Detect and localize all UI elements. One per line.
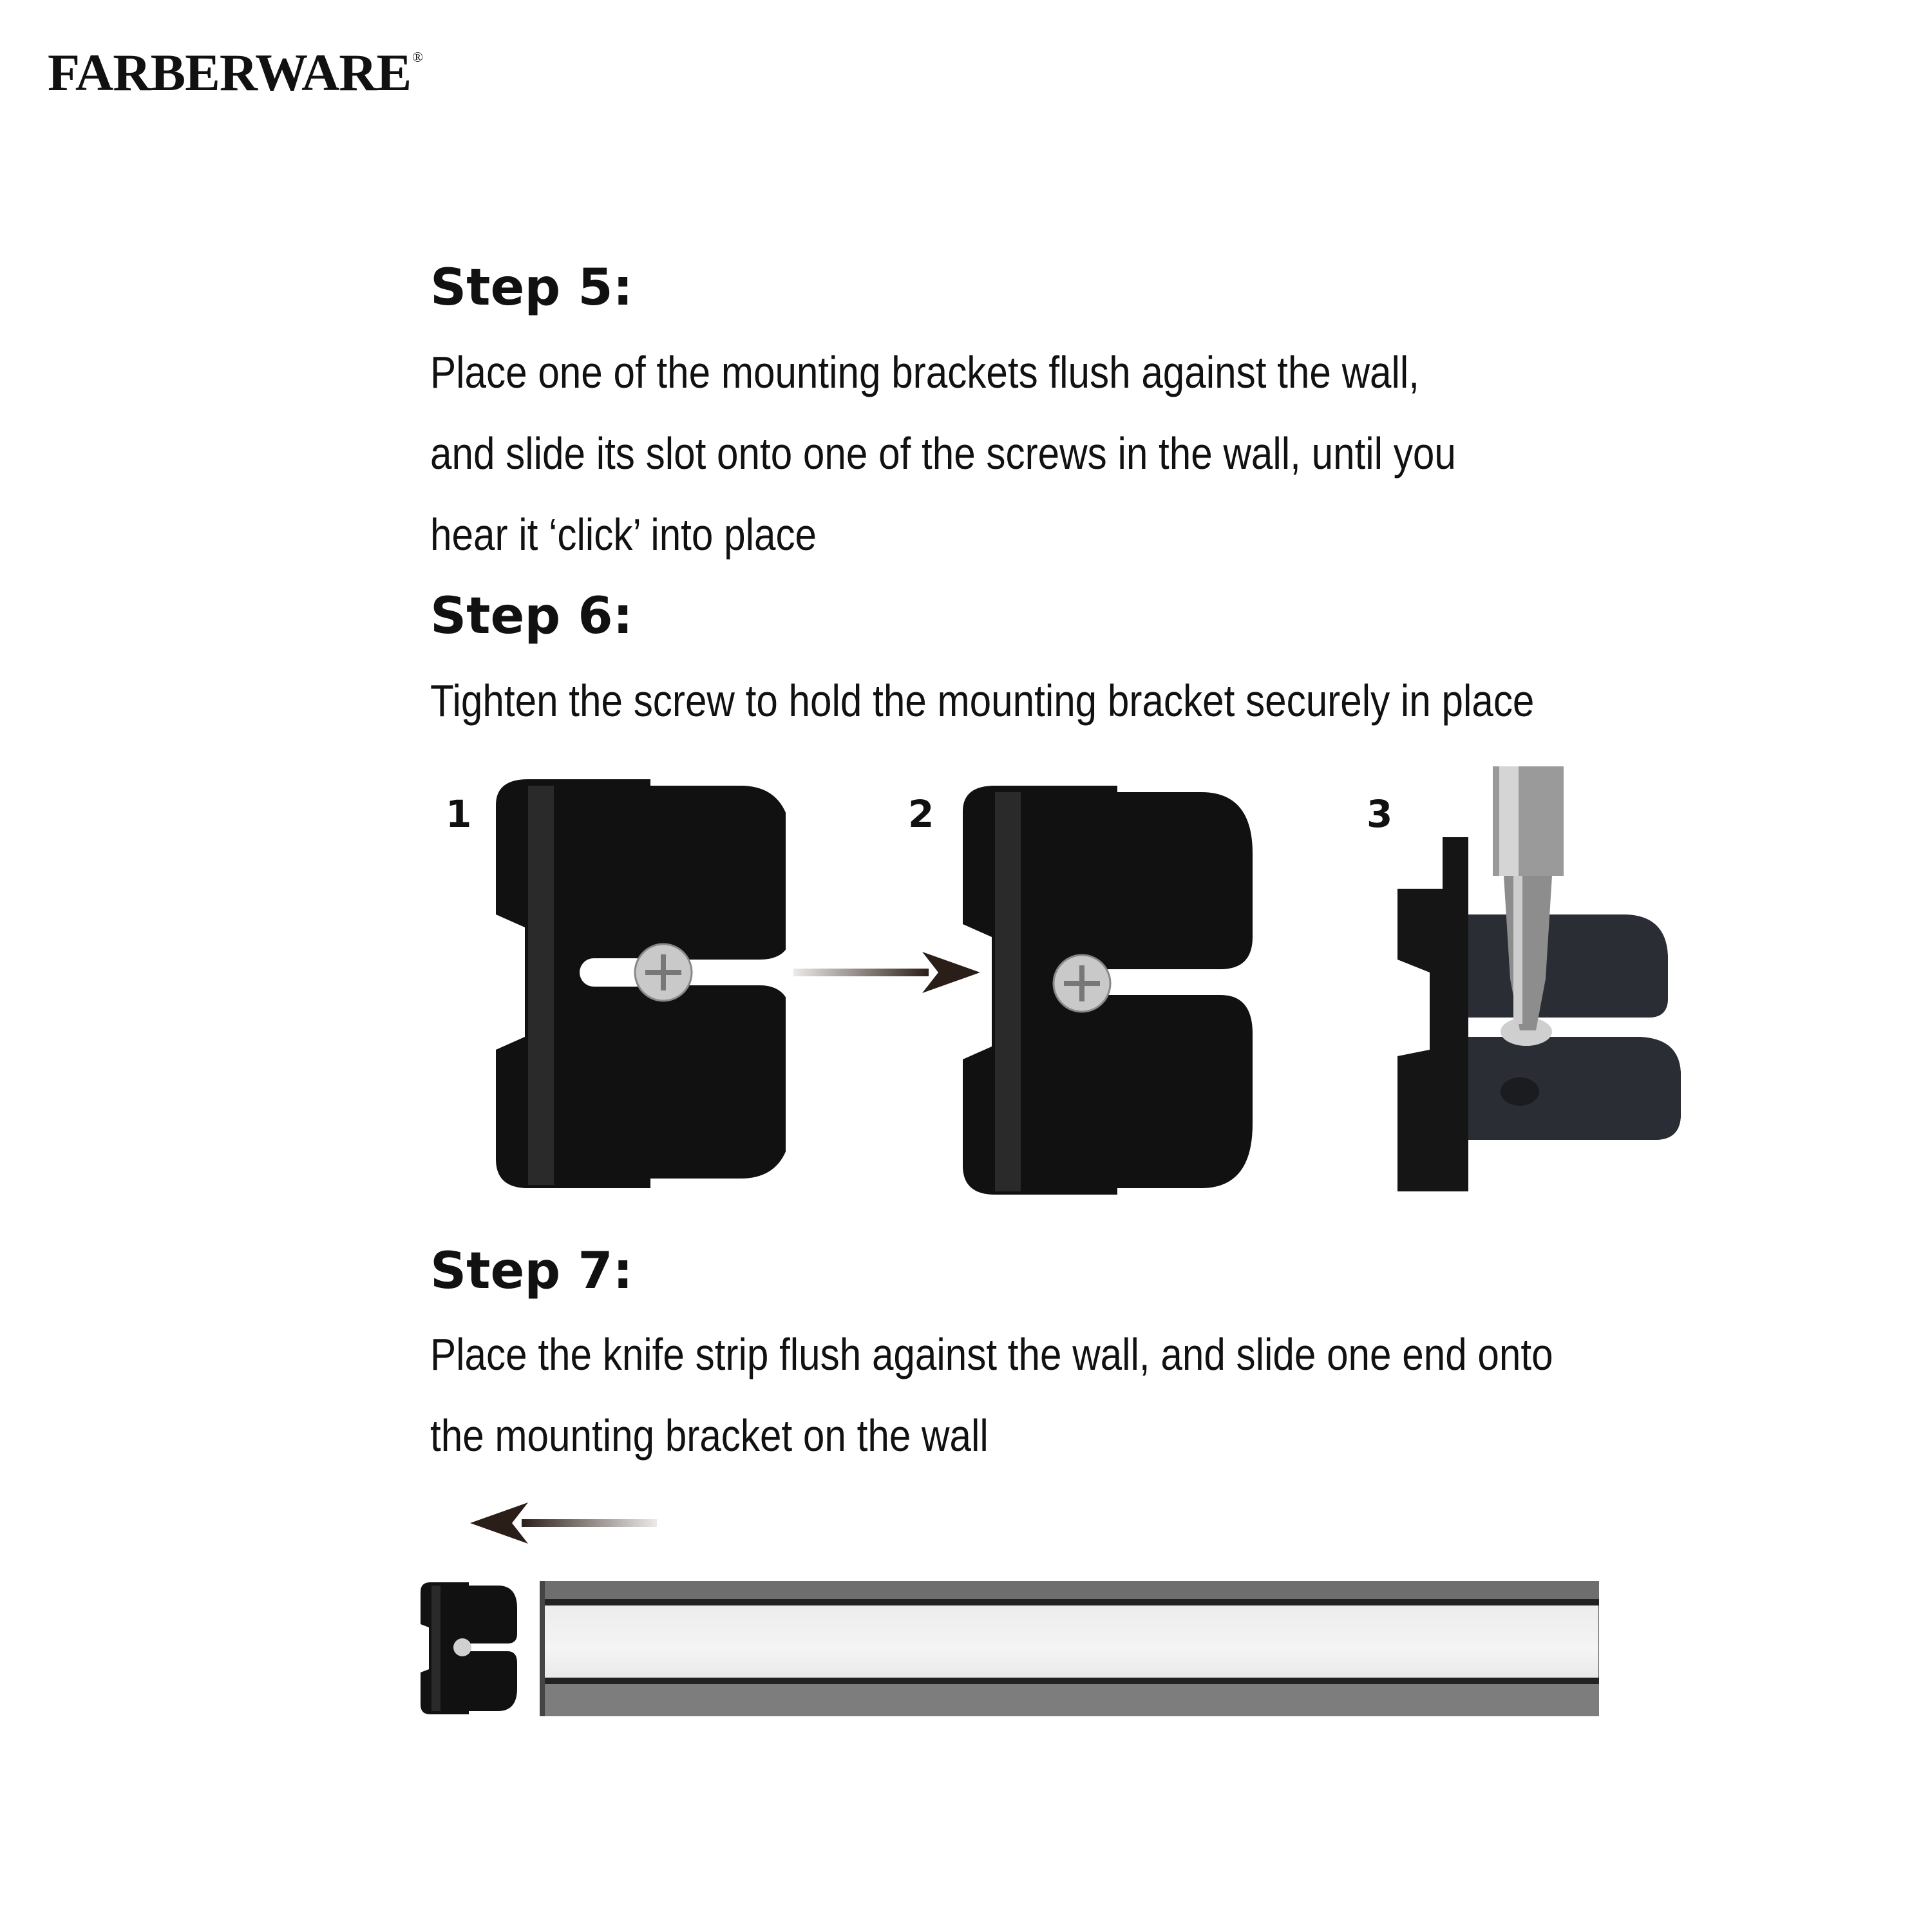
step-6-instructions [430, 660, 1593, 741]
bracket-top-face [1468, 914, 1668, 1018]
knife-strip [540, 1581, 1599, 1716]
bracket-flange [995, 792, 1021, 1191]
bracket-photo-2 [956, 776, 1253, 1201]
step-5-line-1: Place one of the mounting brackets flush against the wall, [430, 347, 1420, 397]
strip-rail-top [540, 1581, 1599, 1599]
bracket-photo-3 [1391, 766, 1694, 1204]
screw-head [453, 1638, 471, 1656]
strip-rail-bottom [540, 1684, 1599, 1716]
step-5-heading: Step 5: [430, 259, 633, 317]
arrow-left-icon [470, 1497, 657, 1549]
step-7-line-2: the mounting bracket on the wall [430, 1410, 989, 1461]
photo-label-3: 3 [1367, 792, 1393, 836]
brand-name: FARBERWARE [48, 43, 412, 102]
step-7-heading: Step 7: [430, 1242, 633, 1300]
brand-logo [48, 43, 422, 102]
small-bracket [417, 1579, 520, 1718]
step-6-heading: Step 6: [430, 587, 633, 645]
bracket-photo-1 [489, 766, 786, 1191]
step-7-line-1: Place the knife strip flush against the wall, and slide one end onto [430, 1329, 1553, 1379]
bracket-flange [528, 786, 554, 1185]
bracket-top-face [1468, 1037, 1681, 1140]
registered-mark: ® [412, 49, 422, 65]
step-5-line-3: hear it ‘click’ into place [430, 509, 817, 560]
step-6-line-1: Tighten the screw to hold the mounting bracket securely in place [430, 676, 1535, 726]
photo-label-2: 2 [908, 792, 934, 836]
step-5-instructions [430, 332, 1593, 575]
step-5-line-2: and slide its slot onto one of the screws in the wall, until you [430, 428, 1456, 478]
arrow-right-icon [793, 947, 980, 998]
photo-label-1: 1 [446, 792, 472, 836]
step-7-instructions [430, 1314, 1593, 1476]
bracket-hole [1501, 1077, 1539, 1106]
